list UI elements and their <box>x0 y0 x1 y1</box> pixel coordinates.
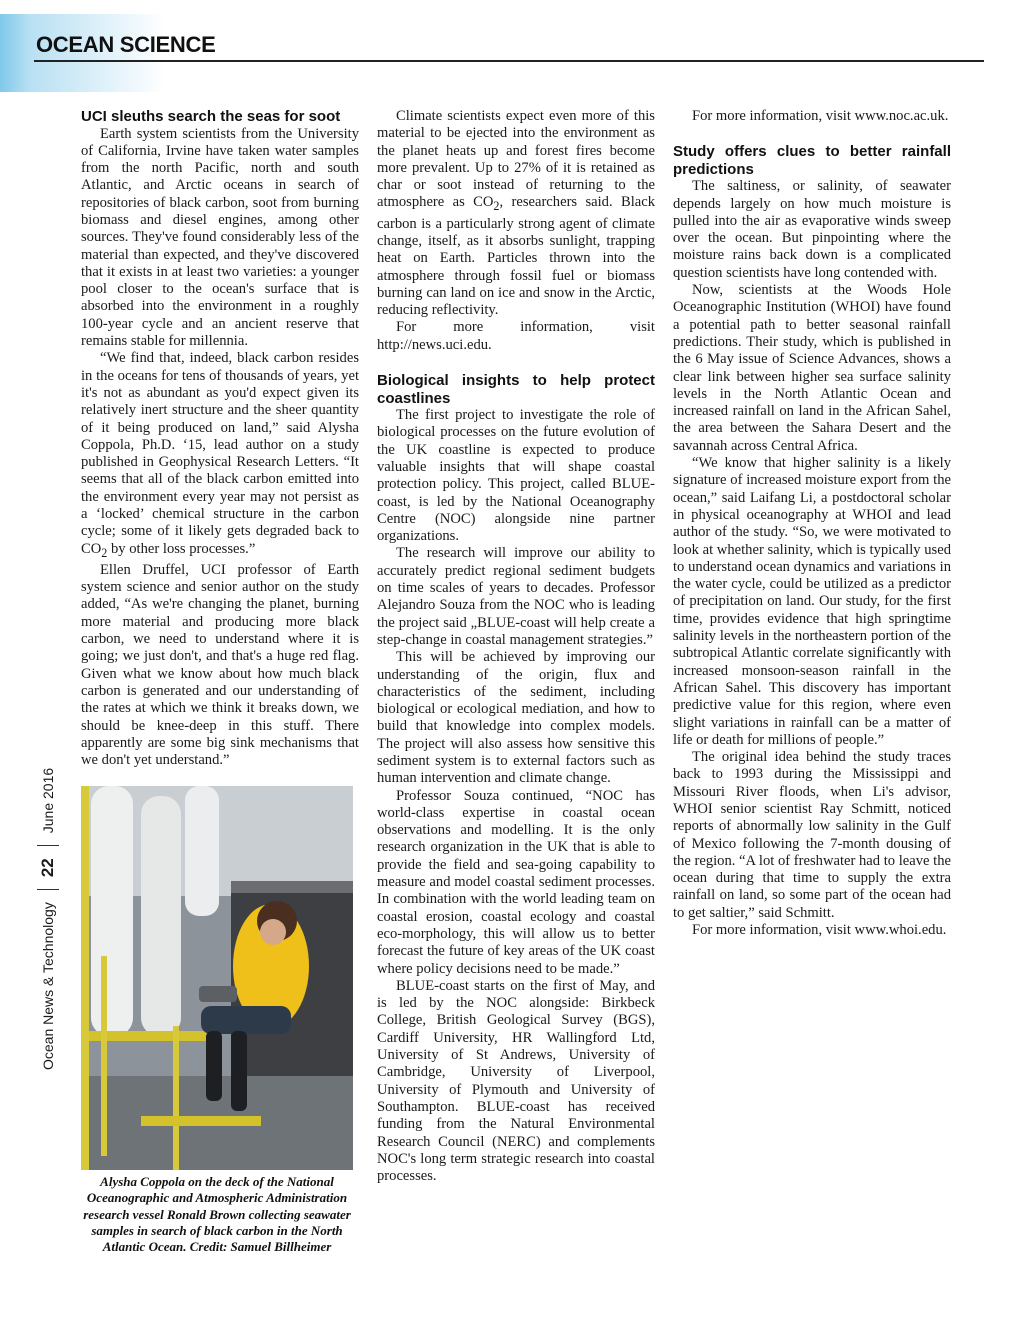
header-rule <box>34 60 984 62</box>
article-paragraph: Now, scientists at the Woods Hole Oceanographic Institution (WHOI) have found a potential path to better seasonal rainfall predictions. Their study, which is published in the 6 May issue of Science Advances, shows a clear link between higher sea surface salinity levels in the North Atlantic Ocean and increased rainfall on land in the African Sahel, the area between the Sahara Desert and the savannah across Central Africa. <box>673 282 951 454</box>
photo-illustration <box>81 786 353 1170</box>
article-paragraph: The first project to investigate the role of biological processes on the future evolution of the UK coastline is expected to produce valuable insights that will shape coastal protection policy. This project, called BLUE-coast, is led by the National Oceanography Centre (NOC) alongside nine partner organizations. <box>377 407 655 545</box>
article-paragraph: Professor Souza continued, “NOC has world-class expertise in coastal ocean observations and modelling. It is the only research organization in the UK that is able to provide the field and sea-going capability to measure and model coastal sediment processes. In combination with the world leading team on coastal erosion, coastal ecology and coastal eco-morphology, this will allow us to better forecast the future of key areas of the UK coast where policy decisions need to be made.” <box>377 787 655 977</box>
article-paragraph: For more information, visit www.whoi.edu. <box>692 922 947 939</box>
article-paragraph: Ellen Druffel, UCI professor of Earth system science and senior author on the study added, “As we're changing the planet, burning more material and producing more black carbon, we need to understand where it is going; we just don't, and that's a huge red flag. Given what we know about how much black carbon is generated and our understanding of the rates at which we think it breaks down, we should be knee-deep in this stuff. There apparently are some big sink mechanisms that we don't yet understand.” <box>81 561 359 769</box>
article-paragraph: Earth system scientists from the University of California, Irvine have taken water samples from the north Pacific, north and south Atlantic, and Arctic oceans in search of repositories of black carbon, soot from burning biomass and diesel engines, among other sources. They've found considerably less of the material than expected, and they've discovered that it exists in at least two varieties: a younger pool closer to the ocean's surface that is absorbed into the environment in a roughly 100-year cycle and an ancient reserve that remains stable for millennia. <box>81 125 359 350</box>
article-paragraph: “We know that higher salinity is a likely signature of increased moisture export from the ocean,” said Laifang Li, a postdoctoral scholar in physical oceanography at WHOI and lead author of the study. “So, we were motivated to look at whether salinity, which is typically used to understand ocean dynamics and variations in the water cycle, could be utilized as a predictor of precipitation on land. Our study, for the first time, provides evidence that high springtime salinity levels in the northeastern portion of the subtropical Atlantic correlate significantly with increased monsoon-season rainfall in the African Sahel. This discovery has important predictive value for this region, where even slight variations in rainfall can be a matter of life or death for millions of people.” <box>673 455 951 748</box>
page-number: 22 <box>38 858 57 878</box>
issue-date: June 2016 <box>40 767 56 834</box>
article-paragraph: For more information, visit www.noc.ac.uk. <box>692 108 949 124</box>
research-photo <box>81 786 353 1170</box>
sidebar-divider <box>37 889 59 890</box>
article-paragraph: “We find that, indeed, black carbon resides in the oceans for tens of thousands of years, yet it's not as abundant as you'd expect given its relatively inert structure and the sheer quantity of it being produced on land,” said Alysha Coppola, Ph.D. ‘15, lead author on a study published in Geophysical Research Letters. “It seems that all of the black carbon emitted into the environment every year may not persist as a ‘locked’ chemical structure in the carbon cycle; some of it likely gets degraded back to $CO_2$ by other loss processes.” <box>81 350 359 560</box>
section-title: OCEAN SCIENCE <box>36 32 216 57</box>
article-paragraph: The saltiness, or salinity, of seawater depends largely on how much moisture is pulled into the air as evaporative winds sweep over the ocean. But pinpointing where the moisture rains back down is a complicated question scientists have long contended with. <box>673 178 951 281</box>
article-paragraph: The research will improve our ability to accurately predict regional sediment budgets on time scales of years to decades. Professor Alejandro Souza from the NOC who is leading the project said „BLUE-coast will help create a step-change in coastal management strategies.” <box>377 545 655 648</box>
article-paragraph: The original idea behind the study traces back to 1993 during the Mississippi and Missouri River floods, when Li's advisor, WHOI senior scientist Ray Schmitt, noticed reports of abnormally low salinity in the Gulf of Mexico following the 7-month dousing of the region. “A lot of freshwater had to leave the ocean during that time to supply the extra rainfall on land, so some part of the ocean had to get saltier,” said Schmitt. <box>673 749 951 921</box>
publication-name: Ocean News & Technology <box>40 902 56 1070</box>
column-3 <box>673 108 951 939</box>
article-paragraph: BLUE-coast starts on the first of May, and is led by the NOC alongside: Birkbeck College, British Geological Survey (BGS), Cardiff University, HR Wallingford Ltd, University of St Andrews, University of Cambridge, University of Liverpool, University of Plymouth and University of Southampton. BLUE-coast has received funding from the Natural Environmental Research Council (NERC) and complements NOC's long term strategic research into coastal processes. <box>377 977 655 1185</box>
article-paragraph: For more information, visit http://news.uci.edu. <box>377 319 655 353</box>
article-headline: UCI sleuths search the seas for soot <box>81 108 341 125</box>
page-sidebar <box>36 750 60 1070</box>
article-paragraph: This will be achieved by improving our understanding of the origin, flux and characteristics of the sediment, including biological or ecological mediation, and how to build that knowledge into complex models. The project will also assess how sensitive this sediment system is to external factors such as human intervention and climate change. <box>377 649 655 787</box>
article-headline: Study offers clues to better rainfall predictions <box>673 143 951 178</box>
column-2 <box>377 108 655 1185</box>
article-paragraph: Climate scientists expect even more of this material to be ejected into the environment as the planet heats up and forest fires become more prevalent. Up to 27% of it is retained as char or soot instead of returning to the atmosphere as $CO_2$, researchers said. Black carbon is a particularly strong agent of climate change, itself, as it absorbs sunlight, trapping heat on Earth. Particles thrown into the atmosphere through fossil fuel or biomass burning can land on ice and snow in the Arctic, reducing reflectivity. <box>377 108 655 319</box>
article-headline: Biological insights to help protect coastlines <box>377 372 655 407</box>
sidebar-divider <box>37 845 59 846</box>
photo-caption: Alysha Coppola on the deck of the National Oceanographic and Atmospheric Administration research vessel Ronald Brown collecting seawater samples in search of black carbon in the North Atlantic Ocean. Credit: Samuel Billheimer <box>83 1174 351 1255</box>
column-1 <box>81 108 359 769</box>
